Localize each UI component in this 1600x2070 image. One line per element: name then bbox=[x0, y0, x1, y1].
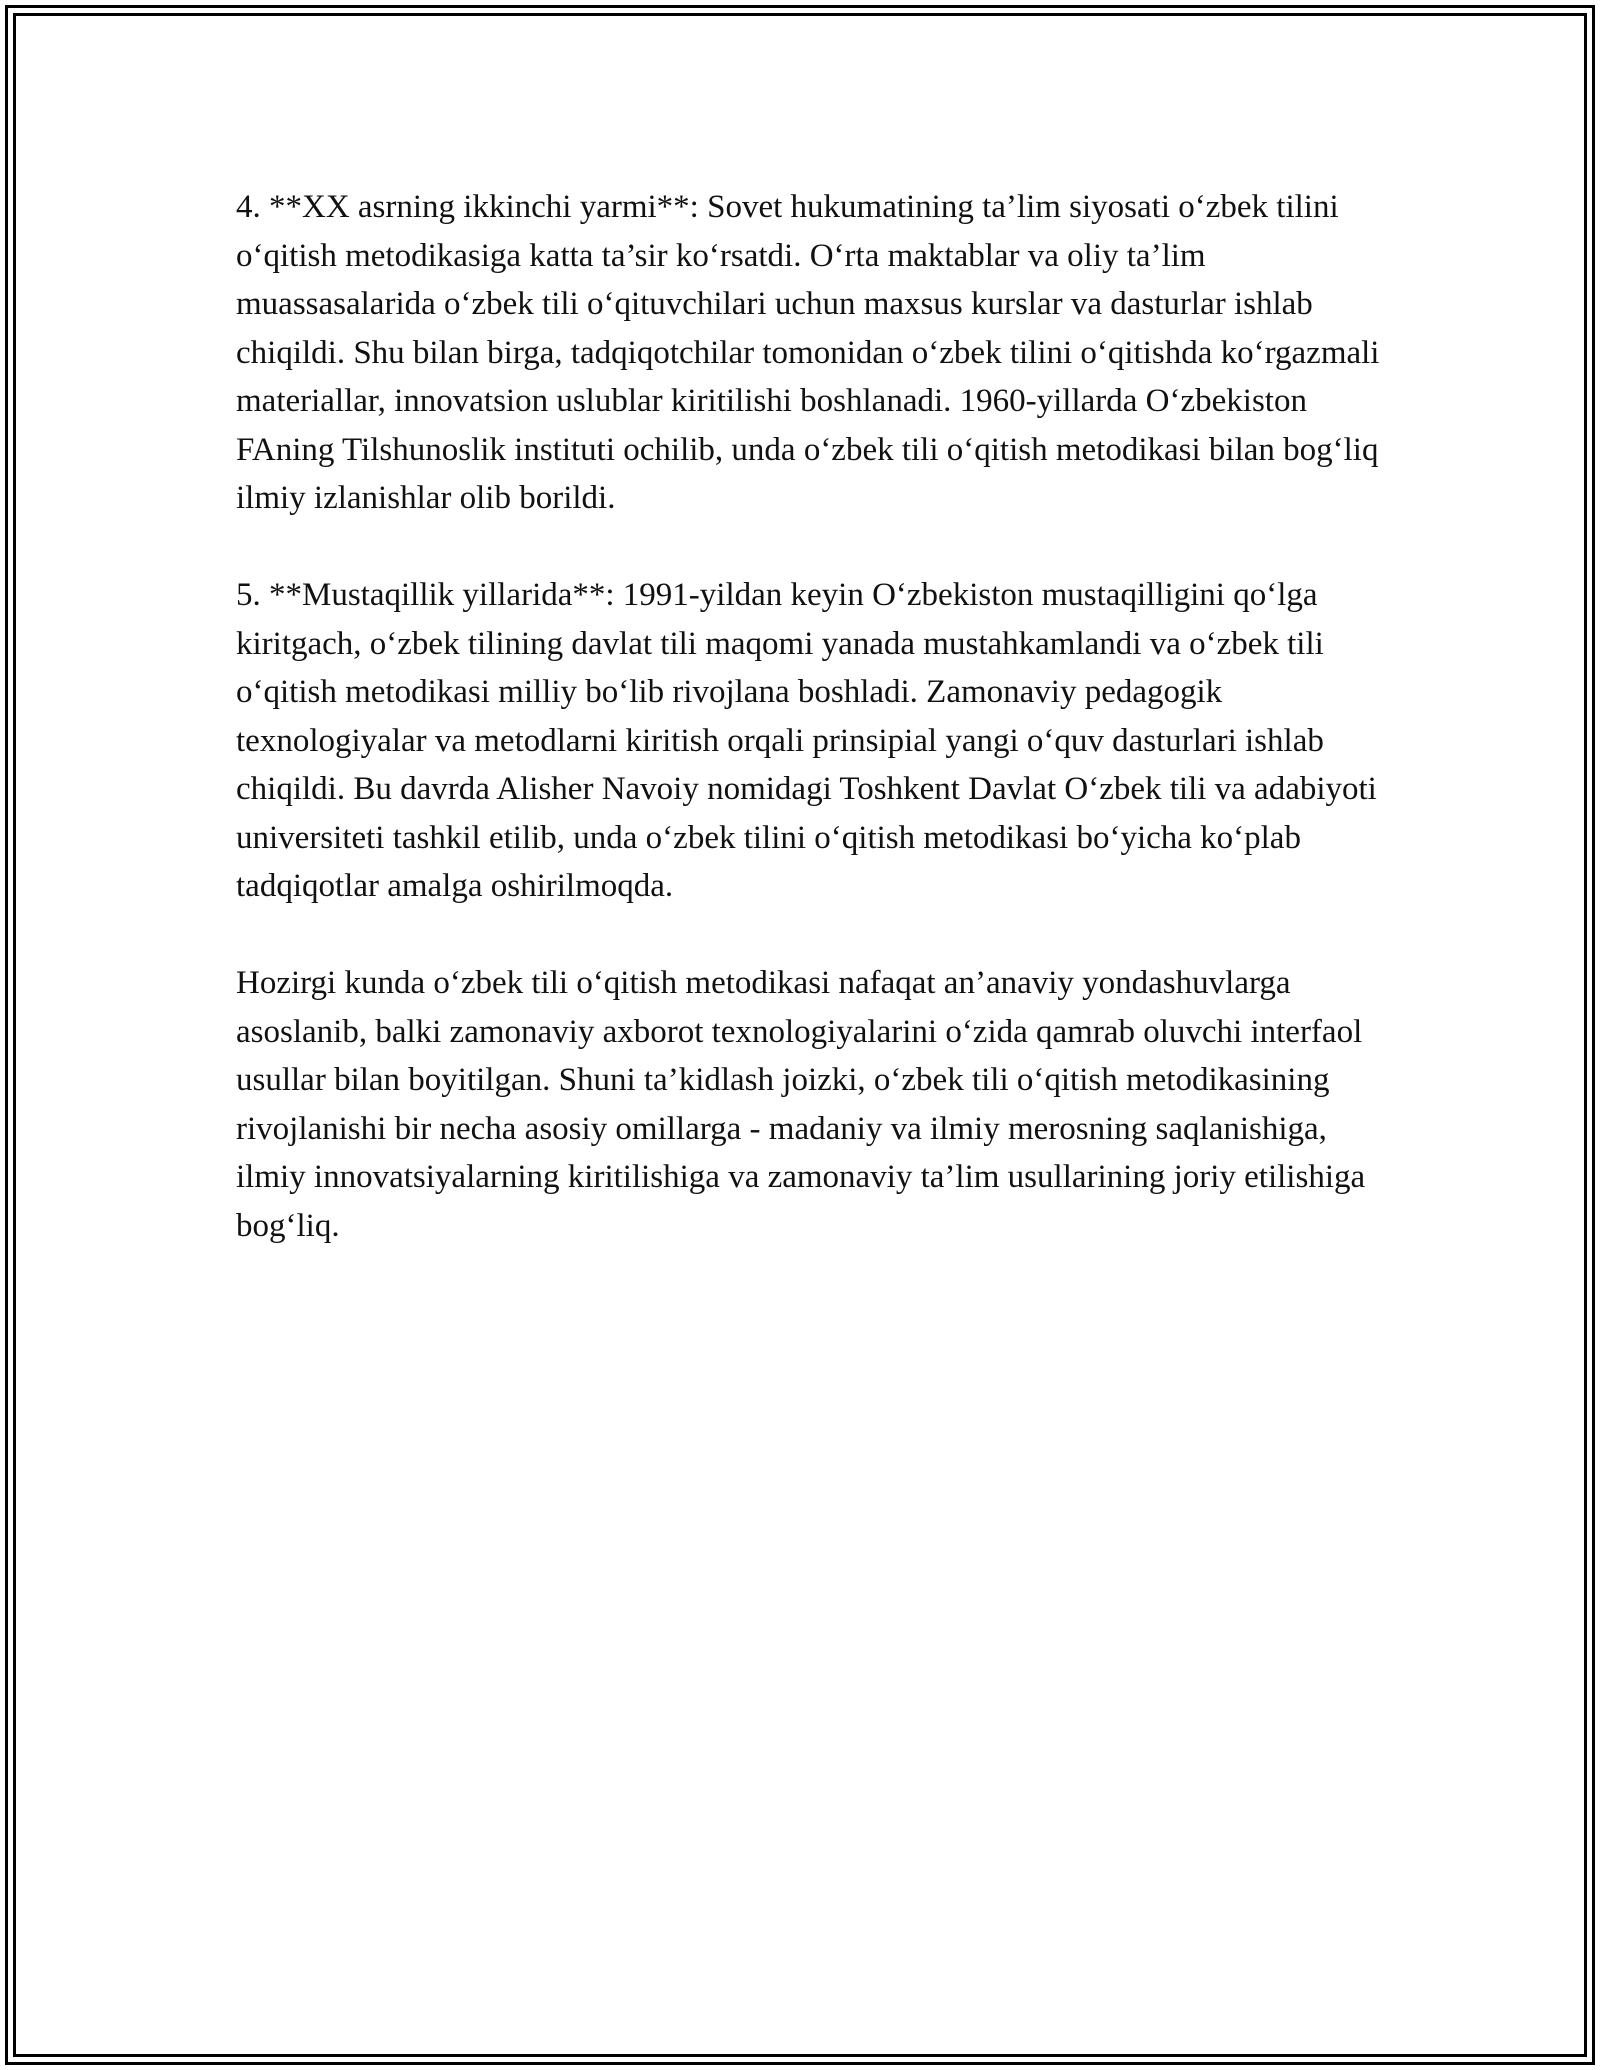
paragraph-section-5: 5. **Mustaqillik yillarida**: 1991-yildan keyin O‘zbekiston mustaqilligini qo‘lga kiritgach, o‘zbek tilining davlat tili maqomi yanada mustahkamlandi va o‘zbek tili o‘qitish metodikasi milliy bo‘lib rivojlana boshladi. Zamonaviy pedagogik texnologiyalar va metodlarni kiritish orqali prinsipial yangi o‘quv dasturlari ishlab chiqildi. Bu davrda Alisher Navoiy nomidagi Toshkent Davlat O‘zbek tili va adabiyoti universiteti tashkil etilib, unda o‘zbek tilini o‘qitish metodikasi bo‘yicha ko‘plab tadqiqotlar amalga oshirilmoqda. bbox=[236, 577, 1377, 904]
paragraph-section-4: 4. **XX asrning ikkinchi yarmi**: Sovet hukumatining ta’lim siyosati o‘zbek tilini o‘qitish metodikasiga katta ta’sir ko‘rsatdi. O‘rta maktablar va oliy ta’lim muassasalarida o‘zbek tili o‘qituvchilari uchun maxsus kurslar va dasturlar ishlab chiqildi. Shu bilan birga, tadqiqotchilar tomonidan o‘zbek tilini o‘qitishda ko‘rgazmali materiallar, innovatsion uslublar kiritilishi boshlanadi. 1960-yillarda O‘zbekiston FAning Tilshunoslik instituti ochilib, unda o‘zbek tili o‘qitish metodikasi bilan bog‘liq ilmiy izlanishlar olib borildi. bbox=[236, 189, 1380, 516]
document-body bbox=[236, 183, 1386, 1250]
paragraph-conclusion: Hozirgi kunda o‘zbek tili o‘qitish metodikasi nafaqat an’anaviy yondashuvlarga asoslanib, balki zamonaviy axborot texnologiyalarini o‘zida qamrab oluvchi interfaol usullar bilan boyitilgan. Shuni ta’kidlash joizki, o‘zbek tili o‘qitish metodikasining rivojlanishi bir necha asosiy omillarga - madaniy va ilmiy merosning saqlanishiga, ilmiy innovatsiyalarning kiritilishiga va zamonaviy ta’lim usullarining joriy etilishiga bog‘liq. bbox=[236, 965, 1366, 1244]
